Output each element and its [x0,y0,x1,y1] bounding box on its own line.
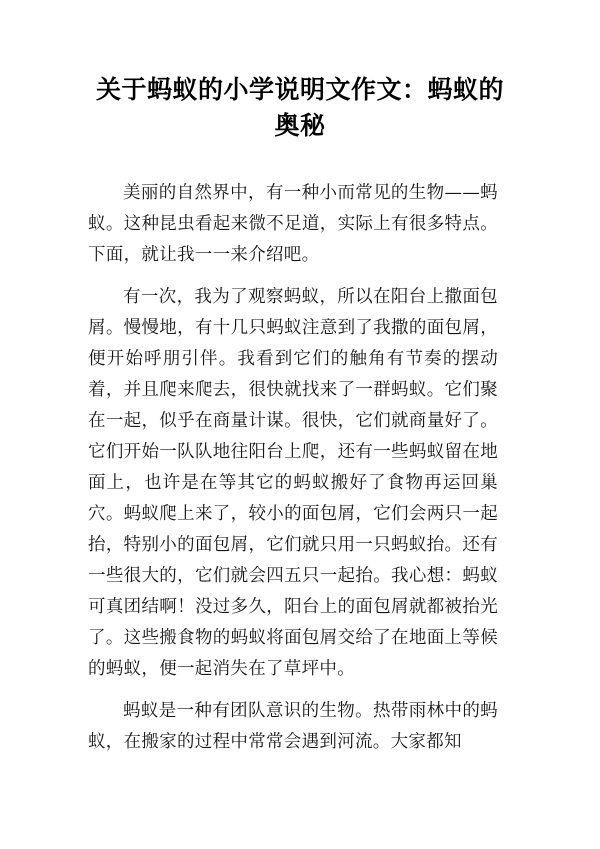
document-body [88,178,498,769]
document-title: 关于蚂蚁的小学说明文作文：蚂蚁的奥秘 [95,75,504,140]
paragraph-3: 蚂蚁是一种有团队意识的生物。热带雨林中的蚂蚁，在搬家的过程中常常会遇到河流。大家都知 [88,701,498,752]
paragraph-2: 有一次，我为了观察蚂蚁，所以在阳台上撒面包屑。慢慢地，有十几只蚂蚁注意到了我撒的面包屑，便开始呼朋引伴。我看到它们的触角有节奏的摆动着，并且爬来爬去，很快就找来了一群蚂蚁。它们聚在一起，似乎在商量计谋。很快，它们就商量好了。它们开始一队队地往阳台上爬，还有一些蚂蚁留在地面上，也许是在等其它的蚂蚁搬好了食物再运回巢穴。蚂蚁爬上来了，较小的面包屑，它们会两只一起抬，特别小的面包屑，它们就只用一只蚂蚁抬。还有一些很大的，它们就会四五只一起抬。我心想：蚂蚁可真团结啊！没过多久，阳台上的面包屑就都被抬光了。这些搬食物的蚂蚁将面包屑交给了在地面上等候的蚂蚁，便一起消失在了草坪中。 [88,287,498,679]
paragraph-1: 美丽的自然界中，有一种小而常见的生物——蚂蚁。这种昆虫看起来微不足道，实际上有很多特点。下面，就让我一一来介绍吧。 [88,183,498,265]
